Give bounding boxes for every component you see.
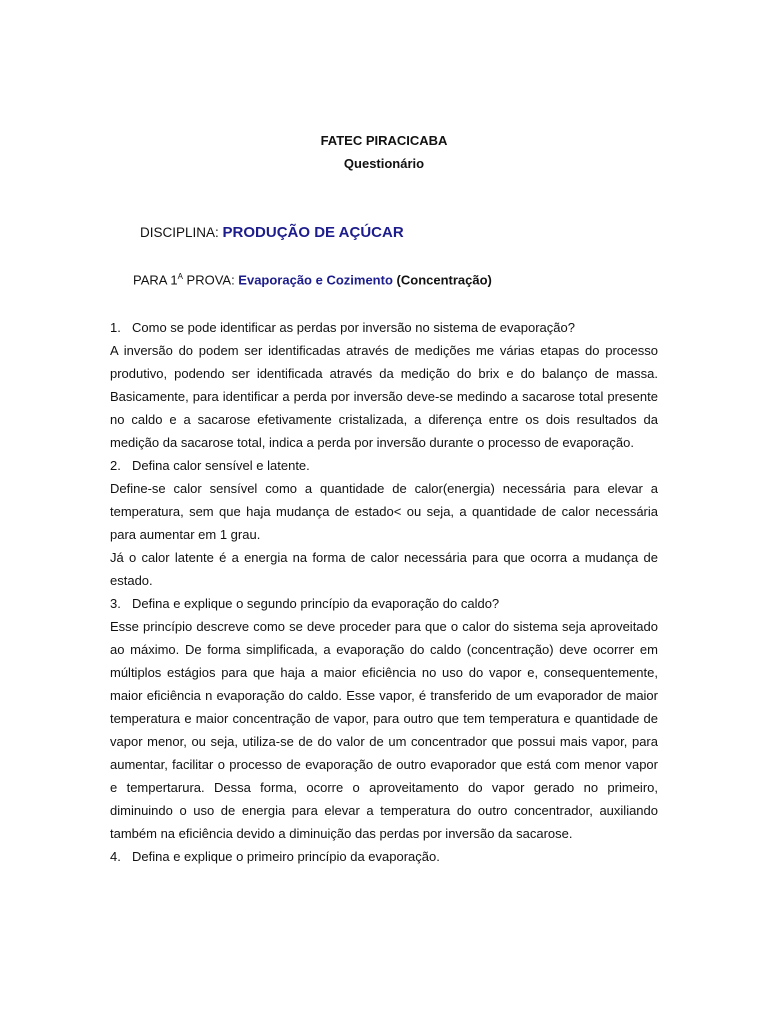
institution-title: FATEC PIRACICABA [320, 133, 448, 148]
discipline-name: PRODUÇÃO DE AÇÚCAR [222, 224, 404, 241]
answer-paragraph: Esse princípio descreve como se deve proceder para que o calor do sistema seja aproveitado ao máximo. De forma simplificada, a evaporação do caldo (concentração) deve ocorrer em múltiplos estágios para que haja a maior eficiência no uso do vapor e, consequentemente, maior eficiência n evaporação do caldo. Esse vapor, é transferido de um evaporador de maior temperatura e maior concentração de vapor, para outro que tem temperatura e quantidade de vapor menor, ou seja, utiliza-se de do valor de um concentrador que possui mais vapor, para aumentar, facilitar o processo de evaporação de outro evaporador que está com menor vapor e tempertarura. Dessa forma, ocorre o aproveitamento do vapor gerado no primeiro, diminuindo o uso de energia para elevar a temperatura do outro concentrador, auxiliando também na eficiência devido a diminuição das perdas por inversão da sacarose. [110, 619, 658, 841]
question-text: Como se pode identificar as perdas por inversão no sistema de evaporação? [132, 320, 575, 335]
question-text: Defina e explique o primeiro princípio da evaporação. [132, 849, 440, 864]
exam-note: (Concentração) [396, 272, 492, 288]
answer-paragraph: Já o calor latente é a energia na forma de calor necessária para que ocorra a mudança de estado. [110, 550, 658, 588]
exam-line [133, 272, 492, 287]
exam-superscript: A [177, 272, 183, 281]
questionnaire-body [110, 316, 658, 868]
question-item [110, 316, 658, 339]
answer-paragraph: Define-se calor sensível como a quantidade de calor(energia) necessária para elevar a temperatura, sem que haja mudança de estado< ou seja, a quantidade de calor necessária para aumentar em 1 grau. [110, 481, 658, 542]
document-subtitle: Questionário [343, 156, 425, 171]
answer-paragraph: A inversão do podem ser identificadas através de medições me várias etapas do processo produtivo, podendo ser identificada através da medição do brix e do balanço de massa. Basicamente, para identificar a perda por inversão deve-se medindo a sacarose total presente no caldo e a sacarose efetivamente cristalizada, a diferença entre os dois resultados da medição da sacarose total, indica a perda por inversão durante o processo de evaporação. [110, 343, 658, 450]
question-item [110, 592, 658, 615]
discipline-label: DISCIPLINA: [140, 225, 219, 240]
exam-prefix: PARA 1 [133, 272, 178, 288]
question-item [110, 845, 658, 868]
exam-suffix: PROVA: [182, 272, 239, 288]
question-item [110, 454, 658, 477]
question-number: 3. [110, 596, 121, 611]
question-number: 1. [110, 320, 121, 335]
discipline-line [110, 224, 404, 241]
question-text: Defina calor sensível e latente. [132, 458, 310, 473]
question-text: Defina e explique o segundo princípio da evaporação do caldo? [132, 596, 500, 611]
exam-topic: Evaporação e Cozimento [238, 272, 393, 288]
question-number: 4. [110, 849, 121, 864]
question-number: 2. [110, 458, 121, 473]
